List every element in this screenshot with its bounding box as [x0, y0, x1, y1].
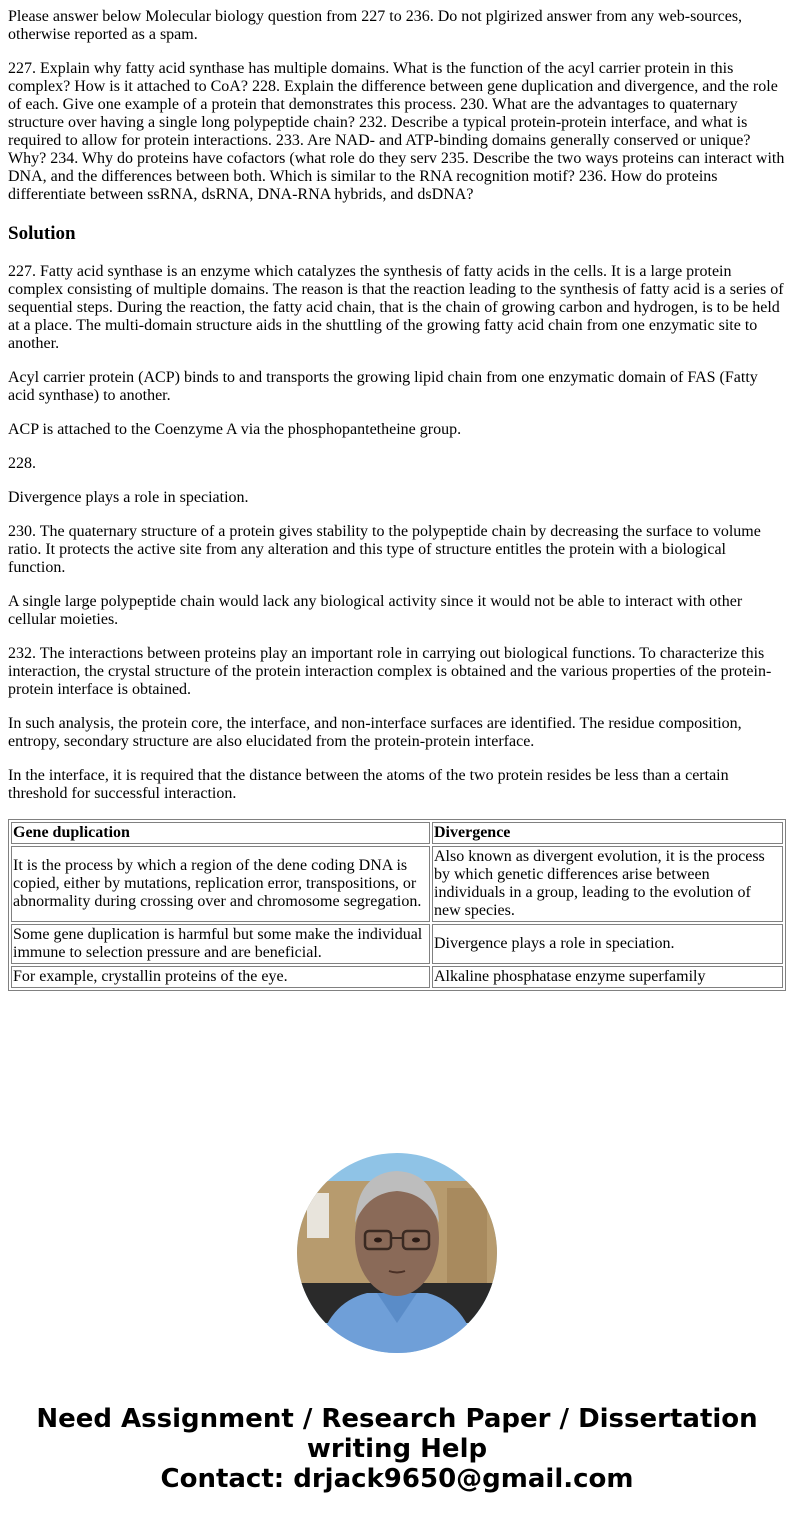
- table-cell: Alkaline phosphatase enzyme superfamily: [432, 966, 783, 988]
- solution-paragraph: Divergence plays a role in speciation.: [8, 489, 249, 506]
- promo-contact: Contact: drjack9650@gmail.com: [160, 1464, 634, 1494]
- person-photo-icon: [297, 1153, 497, 1353]
- solution-paragraph: 230. The quaternary structure of a protein gives stability to the polypeptide chain by decreasing the surface to volume ratio. It protects the active site from any alteration and this type of structure entitles the protein with a biological function.: [8, 523, 761, 576]
- solution-paragraph: 228.: [8, 455, 36, 472]
- solution-paragraph: 232. The interactions between proteins play an important role in carrying out biological functions. To characterize this interaction, the crystal structure of the protein interaction complex is obtained and the various properties of the protein-protein interface is obtained.: [8, 645, 772, 698]
- table-header: Divergence: [432, 822, 783, 844]
- solution-paragraph: ACP is attached to the Coenzyme A via the phosphopantetheine group.: [8, 421, 462, 438]
- promo-banner: [0, 1404, 794, 1494]
- table-cell: For example, crystallin proteins of the eye.: [11, 966, 430, 988]
- table-row: [11, 846, 783, 922]
- table-header-row: [11, 822, 783, 844]
- solution-paragraph: A single large polypeptide chain would lack any biological activity since it would not be able to interact with other cellular moieties.: [8, 593, 743, 628]
- question-body: 227. Explain why fatty acid synthase has multiple domains. What is the function of the acyl carrier protein in this complex? How is it attached to CoA? 228. Explain the difference between gene duplication and divergence, and the role of each. Give one example of a protein that demonstrates this process. 230. What are the advantages to quaternary structure over having a single long polypeptide chain? 232. Describe a typical protein-protein interface, and what is required to allow for protein interactions. 233. Are NAD- and ATP-binding domains generally conserved or unique? Why? 234. Why do proteins have cofactors (what role do they serv 235. Describe the two ways proteins can interact with DNA, and the differences between both. Which is similar to the RNA recognition motif? 236. How do proteins differentiate between ssRNA, dsRNA, DNA-RNA hybrids, and dsDNA?: [8, 60, 785, 203]
- table-cell: Divergence plays a role in speciation.: [432, 924, 783, 964]
- table-row: [11, 966, 783, 988]
- solution-heading: Solution: [8, 223, 76, 244]
- table-row: [11, 924, 783, 964]
- table-cell: Some gene duplication is harmful but some make the individual immune to selection pressure and are beneficial.: [11, 924, 430, 964]
- avatar: [297, 1153, 497, 1353]
- document-body: [8, 0, 786, 991]
- table-cell: It is the process by which a region of the dene coding DNA is copied, either by mutations, replication error, transpositions, or abnormality during crossing over and chromosome segregation.: [11, 846, 430, 922]
- solution-paragraph: Acyl carrier protein (ACP) binds to and transports the growing lipid chain from one enzymatic domain of FAS (Fatty acid synthase) to another.: [8, 369, 758, 404]
- question-intro: Please answer below Molecular biology question from 227 to 236. Do not plgirized answer from any web-sources, otherwise reported as a spam.: [8, 8, 743, 43]
- solution-paragraph: 227. Fatty acid synthase is an enzyme which catalyzes the synthesis of fatty acids in the cells. It is a large protein complex consisting of multiple domains. The reason is that the reaction leading to the synthesis of fatty acid is a series of sequential steps. During the reaction, the fatty acid chain, that is the chain of growing carbon and hydrogen, is to be held at a place. The multi-domain structure aids in the shuttling of the growing fatty acid chain from one enzymatic site to another.: [8, 263, 784, 352]
- table-header: Gene duplication: [11, 822, 430, 844]
- table-cell: Also known as divergent evolution, it is the process by which genetic differences arise between individuals in a group, leading to the evolution of new species.: [432, 846, 783, 922]
- solution-paragraph: In such analysis, the protein core, the interface, and non-interface surfaces are identified. The residue composition, entropy, secondary structure are also elucidated from the protein-protein interface.: [8, 715, 742, 750]
- promo-line: writing Help: [306, 1434, 488, 1464]
- promo-line: Need Assignment / Research Paper / Dissertation: [36, 1404, 758, 1434]
- comparison-table: [8, 819, 786, 991]
- solution-paragraph: In the interface, it is required that the distance between the atoms of the two protein resides be less than a certain threshold for successful interaction.: [8, 767, 729, 802]
